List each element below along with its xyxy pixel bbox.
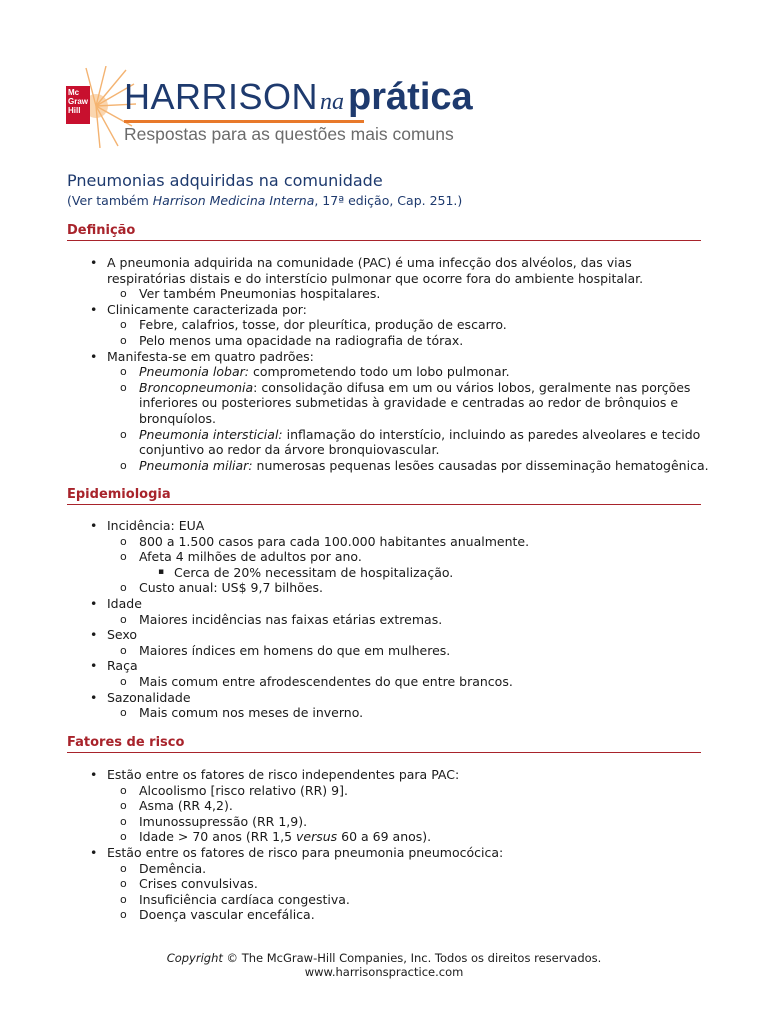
list-item: o Custo anual: US$ 9,7 bilhões.: [90, 580, 710, 596]
list-item: • Raça: [90, 658, 710, 674]
list-item: • A pneumonia adquirida na comunidade (PAC) é uma infecção dos alvéolos, das vias respiratórias distais e do interstício pulmonar que ocorre fora do ambiente hospitalar.: [90, 255, 710, 286]
header-logo: [66, 66, 486, 148]
brand-underline: [124, 120, 364, 123]
epidemiologia-list: [90, 518, 710, 721]
copyright-line: Copyright © The McGraw-Hill Companies, Inc. Todos os direitos reservados.: [166, 951, 602, 965]
footer: [0, 951, 768, 979]
brand-pratica: prática: [348, 76, 473, 118]
list-item: o Broncopneumonia: consolidação difusa em um ou vários lobos, geralmente nas porções inferiores ou posteriores submetidas à gravidade e centradas ao redor de brônquios e bronquíolos.: [90, 380, 710, 427]
list-item: o Maiores incidências nas faixas etárias extremas.: [90, 612, 710, 628]
list-item: o Pelo menos uma opacidade na radiografia de tórax.: [90, 333, 710, 349]
reference-book: Harrison Medicina Interna: [152, 193, 315, 208]
mcgraw-hill-logo: Mc Graw Hill: [66, 86, 90, 124]
list-item: • Incidência: EUA: [90, 518, 710, 534]
list-item: o Afeta 4 milhões de adultos por ano.: [90, 549, 710, 565]
list-item: • Clinicamente caracterizada por:: [90, 302, 710, 318]
reference-line: (Ver também Harrison Medicina Interna, 17ª edição, Cap. 251.): [67, 193, 463, 208]
list-item: o Maiores índices em homens do que em mulheres.: [90, 643, 710, 659]
list-item: o Febre, calafrios, tosse, dor pleurítica, produção de escarro.: [90, 317, 710, 333]
list-item: • Idade: [90, 596, 710, 612]
brand-harrison: HARRISON: [124, 76, 319, 117]
page-title: Pneumonias adquiridas na comunidade: [67, 171, 383, 190]
section-heading-epidemiologia: Epidemiologia: [67, 487, 701, 505]
list-item: o Pneumonia miliar: numerosas pequenas lesões causadas por disseminação hematogênica.: [90, 458, 710, 474]
list-item: o Insuficiência cardíaca congestiva.: [90, 892, 710, 908]
list-item: o Doença vascular encefálica.: [90, 907, 710, 923]
list-item: • Estão entre os fatores de risco independentes para PAC:: [90, 767, 710, 783]
brand-na: na: [320, 89, 345, 115]
list-item: • Sazonalidade: [90, 690, 710, 706]
list-item: • Estão entre os fatores de risco para pneumonia pneumocócica:: [90, 845, 710, 861]
brand-title: [124, 76, 473, 119]
list-item: • Manifesta-se em quatro padrões:: [90, 349, 710, 365]
list-item: o Alcoolismo [risco relativo (RR) 9].: [90, 783, 710, 799]
section-heading-fatores-de-risco: Fatores de risco: [67, 735, 701, 753]
list-item: o Idade > 70 anos (RR 1,5 versus 60 a 69 anos).: [90, 829, 710, 845]
website-link[interactable]: www.harrisonspractice.com: [304, 965, 464, 979]
list-item: o 800 a 1.500 casos para cada 100.000 habitantes anualmente.: [90, 534, 710, 550]
list-item: o Pneumonia intersticial: inflamação do interstício, incluindo as paredes alveolares e tecido conjuntivo ao redor da árvore bronquiovascular.: [90, 427, 710, 458]
brand-subtitle: Respostas para as questões mais comuns: [124, 124, 454, 144]
list-item: • Sexo: [90, 627, 710, 643]
list-item: o Mais comum nos meses de inverno.: [90, 705, 710, 721]
list-item: o Ver também Pneumonias hospitalares.: [90, 286, 710, 302]
list-item: o Asma (RR 4,2).: [90, 798, 710, 814]
fatores-list: [90, 767, 710, 923]
list-item: o Pneumonia lobar: comprometendo todo um lobo pulmonar.: [90, 364, 710, 380]
definicao-list: [90, 255, 710, 473]
list-item: ▪ Cerca de 20% necessitam de hospitalização.: [90, 565, 710, 581]
list-item: o Mais comum entre afrodescendentes do que entre brancos.: [90, 674, 710, 690]
section-heading-definicao: Definição: [67, 223, 701, 241]
list-item: o Crises convulsivas.: [90, 876, 710, 892]
list-item: o Imunossupressão (RR 1,9).: [90, 814, 710, 830]
list-item: o Demência.: [90, 861, 710, 877]
